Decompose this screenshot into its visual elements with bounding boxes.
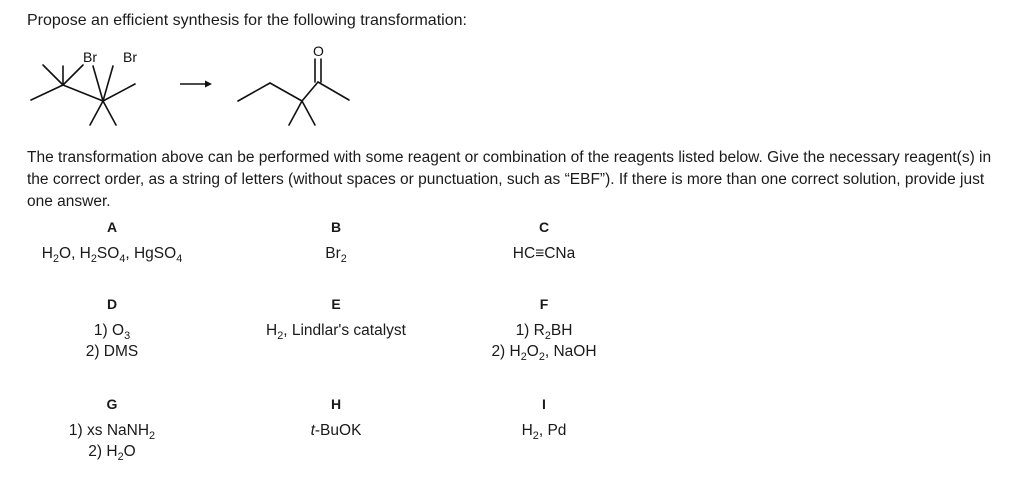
reagent-line: $H_2O$, $H_2SO_4$, HgSO$_4$ [41, 245, 183, 265]
reagent-c [434, 217, 654, 264]
reagent-letter: H [330, 396, 342, 412]
instructions-paragraph: The transformation above can be performed with some reagent or combination of the reagents listed below. Give the necessary reagent(s) in the correct order, as a string of letters (without spaces or punctuation, such as “EBF”). If there is more than one correct solution, provide just one answer. [27, 149, 992, 210]
reagent-line: 1) $O_3$ [93, 322, 131, 342]
reagent-line: $H_2$, Pd [521, 422, 567, 442]
reagent-g [2, 394, 222, 462]
bromine-label-1: Br [83, 49, 97, 65]
reagent-line: $H_2$, Lindlar's catalyst [266, 322, 406, 342]
reagent-line: HC≡CNa [512, 245, 576, 262]
reagent-letter: A [106, 219, 118, 235]
reagent-b [226, 217, 446, 264]
reagent-letter: B [330, 219, 342, 235]
reagent-i [434, 394, 654, 441]
reagent-line: 2) $H_2O$ [88, 443, 136, 463]
reagent-line: $Br_2$ [325, 245, 347, 265]
reaction-arrow [180, 81, 212, 88]
reagent-line: 2) $H_2O_2$, NaOH [491, 343, 597, 363]
reagent-h [226, 394, 446, 441]
reagent-f [434, 294, 654, 362]
product-structure [238, 59, 349, 125]
reagent-letter: I [542, 396, 546, 412]
reagent-letter: E [331, 296, 341, 312]
reagent-line: 2) DMS [85, 343, 139, 360]
reaction-scheme [0, 0, 1024, 140]
reagent-line: t-BuOK [310, 422, 362, 439]
reagent-letter: D [106, 296, 118, 312]
reagent-e [226, 294, 446, 341]
starting-material-structure [31, 65, 135, 125]
reagent-line: 1) xs NaNH$_2$ [68, 422, 156, 442]
bromine-label-2: Br [123, 49, 137, 65]
reagent-letter: C [538, 219, 550, 235]
reagent-letter: F [539, 296, 549, 312]
reagent-a [2, 217, 222, 264]
reagent-d [2, 294, 222, 362]
reagent-line: 1) $R_2BH$ [515, 322, 573, 342]
reagent-letter: G [106, 396, 118, 412]
oxygen-label: O [313, 43, 324, 59]
question-prompt: Propose an efficient synthesis for the following transformation: [27, 12, 467, 29]
